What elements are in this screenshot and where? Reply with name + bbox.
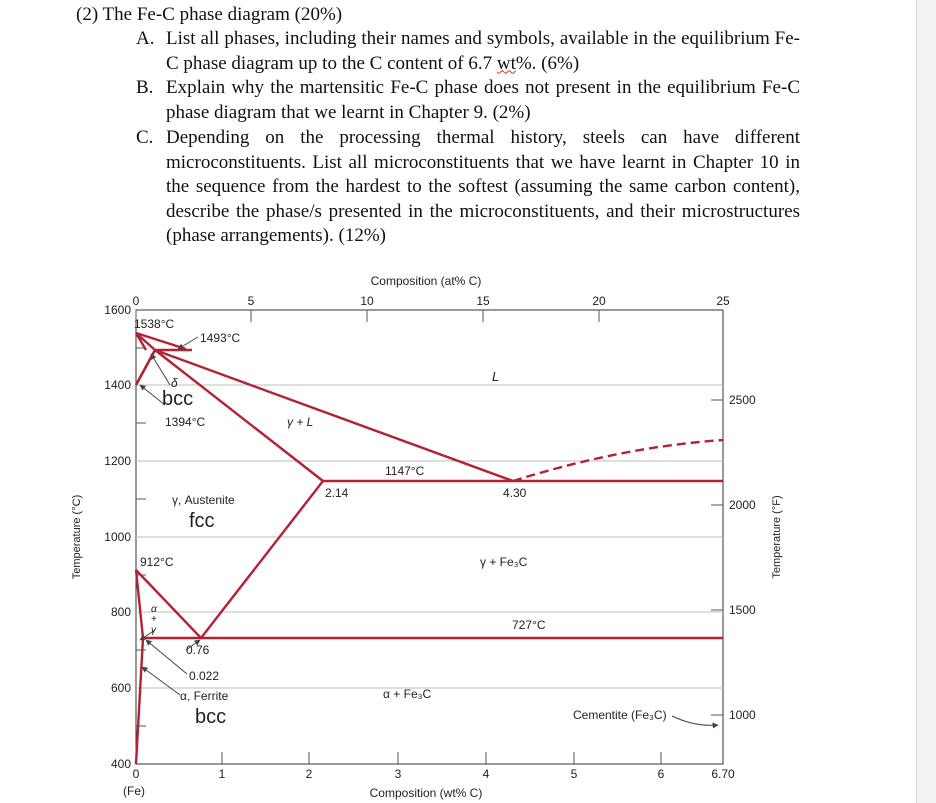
right-axis-title: Temperature (°F) xyxy=(771,495,783,579)
label-727: 727°C xyxy=(512,618,546,632)
spell-flag-word: wt xyxy=(496,52,516,74)
label-912: 912°C xyxy=(140,555,174,569)
bottom-axis-title: Composition (wt% C) xyxy=(369,786,483,800)
left-tick-label: 600 xyxy=(110,681,131,695)
top-tick-label: 15 xyxy=(476,294,490,308)
top-tick-label: 5 xyxy=(247,294,255,308)
bottom-tick-label: 3 xyxy=(394,767,402,781)
bottom-tick-label: 5 xyxy=(570,767,578,781)
right-tick-label: 2000 xyxy=(729,498,756,512)
label-liquid: L xyxy=(492,369,500,384)
label-gamma-plus-liquid: γ + L xyxy=(287,415,314,429)
fe-c-phase-diagram xyxy=(62,262,822,802)
top-tick-label: 20 xyxy=(592,294,606,308)
left-tick-label: 1400 xyxy=(104,378,131,392)
label-alpha-gamma-plus: + xyxy=(151,614,157,625)
label-alpha-gamma-gamma: γ xyxy=(151,625,156,636)
bottom-tick-label: 6 xyxy=(657,767,665,781)
top-tick-labels xyxy=(133,294,730,308)
label-alpha-fe3c: α + Fe₃C xyxy=(383,687,432,701)
item-text xyxy=(166,27,800,76)
item-a-text: List all phases, including their names and symbols, available in the equilibrium Fe-C phase diagram up to the C content of 6.7 xyxy=(166,28,800,74)
left-tick-label: 1000 xyxy=(104,530,131,544)
left-tick-label: 1200 xyxy=(104,454,131,468)
label-4-30: 4.30 xyxy=(503,486,527,500)
label-1538: 1538°C xyxy=(134,317,175,331)
left-tick-label: 800 xyxy=(110,605,131,619)
left-tick-label: 400 xyxy=(110,757,131,771)
label-1394: 1394°C xyxy=(165,415,206,429)
question-item-a xyxy=(136,27,800,76)
label-gamma-fe3c: γ + Fe₃C xyxy=(480,555,528,569)
label-1493: 1493°C xyxy=(200,331,241,345)
bottom-tick-label: 2 xyxy=(305,767,313,781)
item-text: Explain why the martensitic Fe-C phase does not present in the equilibrium Fe-C phase diagram that we learnt in Chapter 9. (2%) xyxy=(166,77,800,123)
top-tick-label: 25 xyxy=(716,294,730,308)
right-tick-labels xyxy=(729,393,756,722)
left-tick-labels xyxy=(104,303,131,771)
label-ferrite-bcc: bcc xyxy=(195,706,227,728)
label-alpha-gamma-alpha: α xyxy=(151,604,157,615)
scrollbar-track[interactable] xyxy=(917,0,936,803)
top-tick-label: 10 xyxy=(360,294,374,308)
label-2-14: 2.14 xyxy=(325,486,349,500)
bottom-tick-label: 1 xyxy=(218,767,226,781)
question-item-c xyxy=(136,126,800,249)
left-axis-title: Temperature (°C) xyxy=(71,494,83,580)
label-delta-bcc: bcc xyxy=(162,388,194,410)
label-0-022: 0.022 xyxy=(189,669,220,683)
item-text: Depending on the processing thermal history, steels can have different microconstituents. List all microconstituents that we have learnt in Chapter 10 in the sequence from the hardest to the softest (assuming the same carbon content), describe the phase/s presented in the microconstituents, and their microstructures (phase arrangements). (12%) xyxy=(166,127,800,246)
item-marker: A. xyxy=(136,28,155,49)
bottom-tick-label: 0 xyxy=(132,767,140,781)
item-marker: B. xyxy=(136,77,154,98)
top-axis-title: Composition (at% C) xyxy=(370,274,482,288)
label-ferrite: α, Ferrite xyxy=(180,689,229,703)
right-tick-label: 1000 xyxy=(729,708,756,722)
question-item-b xyxy=(136,76,800,125)
item-a-text-end: %. (6%) xyxy=(515,52,580,74)
right-tick-label: 1500 xyxy=(729,603,756,617)
right-tick-label: 2500 xyxy=(729,393,756,407)
item-marker: C. xyxy=(136,127,154,148)
fe-label: (Fe) xyxy=(123,784,145,798)
top-tick-label: 0 xyxy=(132,294,140,308)
label-0-76: 0.76 xyxy=(186,643,210,657)
bottom-tick-label: 4 xyxy=(482,767,490,781)
label-cementite: Cementite (Fe₃C) xyxy=(573,708,667,722)
label-austenite: γ, Austenite xyxy=(172,493,235,507)
label-1147: 1147°C xyxy=(385,464,425,478)
label-delta: δ xyxy=(171,376,178,390)
left-tick-label: 1600 xyxy=(104,303,131,317)
label-austenite-fcc: fcc xyxy=(189,510,215,532)
question-title: (2) The Fe-C phase diagram (20%) xyxy=(76,4,343,25)
bottom-tick-label: 6.70 xyxy=(711,767,735,781)
